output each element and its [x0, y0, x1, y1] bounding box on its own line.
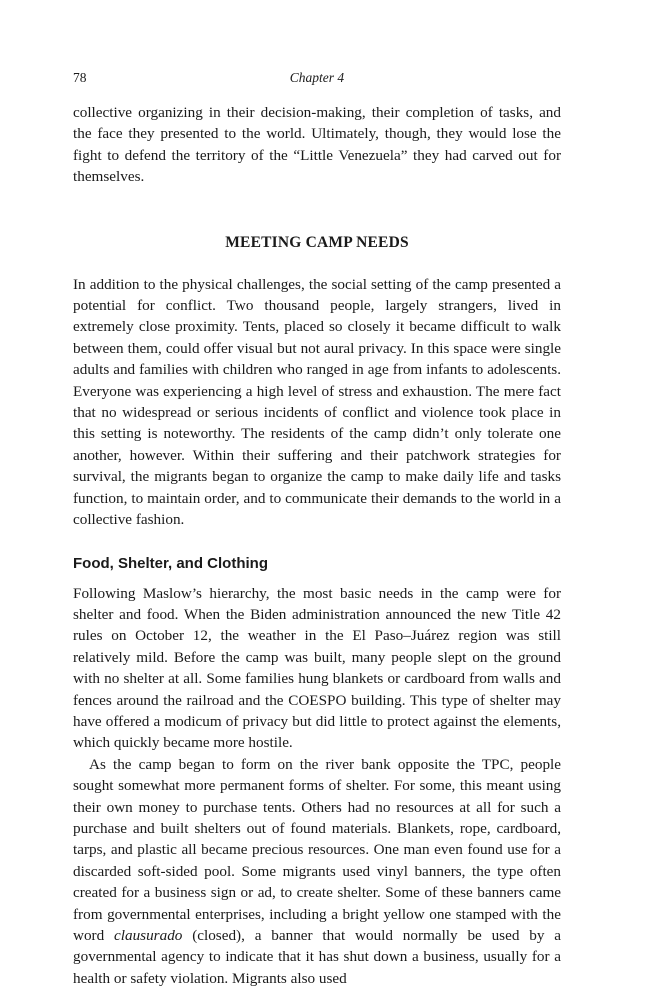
paragraph-2-text-start: As the camp began to form on the river bank opposite the TPC, people sought somewhat more permanent forms of shelter. For some, this meant using their own money to purchase tents. Others had no resources at all for such a purchase and built shelters out of found materials. Blankets, rope, cardboard, tarps, and plastic all became precious resources. One man even found use for a discarded soft-sided pool. Some migrants used vinyl banners, the type often created for a business sign or ad, to create shelter. Some of these banners came from governmental enterprises, including a bright yellow one stamped with the word — [73, 755, 561, 944]
paragraph-2-text-end: (closed), a banner that would normally be used by a governmental agency to indicate that it has shut down a business, usually for a health or safety violation. Migrants also used — [73, 927, 561, 987]
page-number: 78 — [73, 70, 87, 85]
section-heading: MEETING CAMP NEEDS — [225, 233, 409, 251]
book-page — [73, 68, 561, 989]
italic-term: clausurado — [114, 927, 183, 944]
subsection-paragraph-2 — [73, 754, 561, 989]
continuation-paragraph: collective organizing in their decision-making, their completion of tasks, and the face they presented to the world. Ultimately, though, they would lose the fight to defend the territory of the “Little Venezuela” they had carved out for themselves. — [73, 104, 561, 186]
section-paragraph: In addition to the physical challenges, the social setting of the camp presented a potential for conflict. Two thousand people, largely strangers, lived in extremely close proximity. Tents, placed so closely it became difficult to walk between them, could offer visual but not aural privacy. In this space were single adults and families with children who ranged in age from infants to adolescents. Everyone was experiencing a high level of stress and exhaustion. The mere fact that no widespread or serious incidents of conflict and violence took place in this setting is noteworthy. The residents of the camp didn’t only tolerate one another, however. Within their suffering and their patchwork strategies for survival, the migrants began to organize the camp to make daily life and tasks function, to maintain order, and to communicate their demands to the world in a collective fashion. — [73, 275, 561, 529]
subsection-paragraph-1: Following Maslow’s hierarchy, the most basic needs in the camp were for shelter and food. When the Biden administration announced the new Title 42 rules on October 12, the weather in the El Paso–Juárez region was still relatively mild. Before the camp was built, many people slept on the ground with no shelter at all. Some families hung blankets or cardboard from walls and fences around the railroad and the COESPO building. This type of shelter may have offered a modicum of privacy but did little to protect against the elements, which quickly became more hostile. — [73, 584, 561, 752]
running-header — [73, 68, 561, 88]
subsection-heading: Food, Shelter, and Clothing — [73, 554, 268, 572]
chapter-label: Chapter 4 — [289, 70, 345, 85]
